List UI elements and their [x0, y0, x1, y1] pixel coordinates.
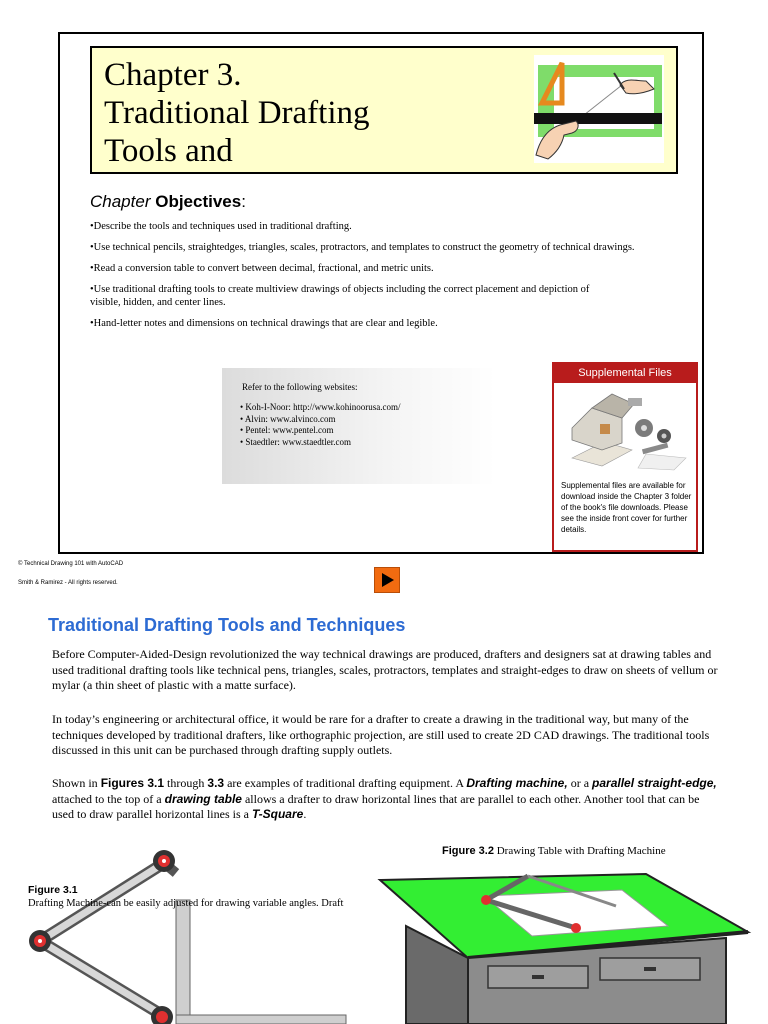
play-button[interactable]: [374, 567, 400, 593]
website-link[interactable]: • Staedtler: www.staedtler.com: [240, 437, 401, 449]
supplemental-files-text: Supplemental files are available for download inside the Chapter 3 folder of the book's file downloads. Please see the inside front cover for further details.: [561, 481, 692, 534]
supplemental-files-box: [552, 362, 698, 552]
supplemental-files-header: Supplemental Files: [554, 364, 696, 383]
objectives-list: [90, 220, 660, 338]
paragraph-1: Before Computer-Aided-Design revolutionized the way technical drawings are produced, drafters and designers sat at drawing tables and used traditional drafting tools like technical pens, triangles, scales, protractors, templates and straight-edges to draw on sheets of vellum or mylar (a thin sheet of plastic with a matte surface).: [52, 647, 718, 692]
objectives-heading-bold: Objectives: [155, 192, 242, 211]
title-line-1: Chapter 3.: [104, 57, 242, 93]
figure-3-3-ref: 3.3: [207, 776, 225, 790]
section-title: Traditional Drafting Tools and Techniques: [48, 615, 406, 635]
p3-text: or a: [567, 776, 593, 790]
mechanical-parts-illustration: [562, 388, 688, 472]
websites-header: Refer to the following websites:: [242, 382, 358, 392]
objectives-heading-colon: :: [241, 192, 246, 211]
figure-3-2-label: Figure 3.2: [442, 845, 494, 857]
p3-text: .: [303, 807, 307, 821]
figure-3-2-text: Drawing Table with Drafting Machine: [493, 845, 666, 857]
figure-3-1-text: Drafting Machine-can be easily adjusted for drawing variable angles. Draft: [28, 898, 344, 909]
drafting-machine-illustration: [26, 845, 382, 1024]
objective-item: •Hand-letter notes and dimensions on technical drawings that are clear and legible.: [90, 318, 438, 329]
objective-item: •Read a conversion table to convert between decimal, fractional, and metric units.: [90, 263, 434, 274]
chapter-title: [104, 56, 370, 170]
paragraph-3: [52, 776, 718, 823]
drafting-hands-illustration: [534, 55, 664, 163]
drawing-table-illustration: [376, 866, 752, 1024]
term-t-square: T-Square: [251, 807, 304, 821]
p3-text: through: [164, 776, 208, 790]
paragraph-2: In today’s engineering or architectural office, it would be rare for a drafter to create a drawing in the traditional way, but many of the techniques developed by traditional drafters, like orthographic projection, are still used to create 2D CAD drawings. The traditional tools discussed in this unit can be purchased through drafting supply outlets.: [52, 712, 710, 757]
objective-item: •Describe the tools and techniques used in traditional drafting.: [90, 221, 352, 232]
p3-text: allows a drafter to draw horizontal lines that are parallel to each other. Another tool that can be used to draw parallel horizontal lines is a: [52, 791, 700, 821]
objectives-heading: [90, 192, 246, 212]
chapter-slide: [58, 32, 704, 554]
websites-box: [222, 368, 496, 484]
term-drafting-machine: Drafting machine,: [466, 776, 568, 790]
copyright-line: © Technical Drawing 101 with AutoCAD: [18, 561, 124, 567]
title-line-3: Tools and: [104, 133, 233, 169]
figure-3-2-caption: [442, 845, 666, 857]
p3-text: are examples of traditional drafting equipment. A: [224, 776, 467, 790]
p3-text: Shown in: [52, 776, 101, 790]
term-parallel-straight-edge: parallel straight-edge,: [592, 776, 717, 790]
websites-list: [240, 402, 401, 448]
title-box: [90, 46, 678, 174]
figures-3-1-ref: Figures 3.1: [100, 776, 165, 790]
objective-item: •Use traditional drafting tools to create multiview drawings of objects including the correct placement and depiction of visible, hidden, and center lines.: [90, 284, 590, 308]
figure-3-1-caption: [28, 884, 343, 910]
website-link[interactable]: • Pentel: www.pentel.com: [240, 425, 401, 437]
p3-text: attached to the top of a: [52, 791, 165, 806]
figure-3-1-label: Figure 3.1: [28, 884, 78, 896]
objective-item: •Use technical pencils, straightedges, triangles, scales, protractors, and templates to construct the geometry of technical drawings.: [90, 242, 635, 253]
website-link[interactable]: • Koh-I-Noor: http://www.kohinoorusa.com/: [240, 402, 401, 414]
title-line-2: Traditional Drafting: [104, 95, 370, 131]
website-link[interactable]: • Alvin: www.alvinco.com: [240, 414, 401, 426]
objectives-heading-italic: Chapter: [90, 192, 151, 211]
rights-line: Smith & Ramirez - All rights reserved.: [18, 580, 118, 586]
term-drawing-table: drawing table: [164, 791, 242, 806]
